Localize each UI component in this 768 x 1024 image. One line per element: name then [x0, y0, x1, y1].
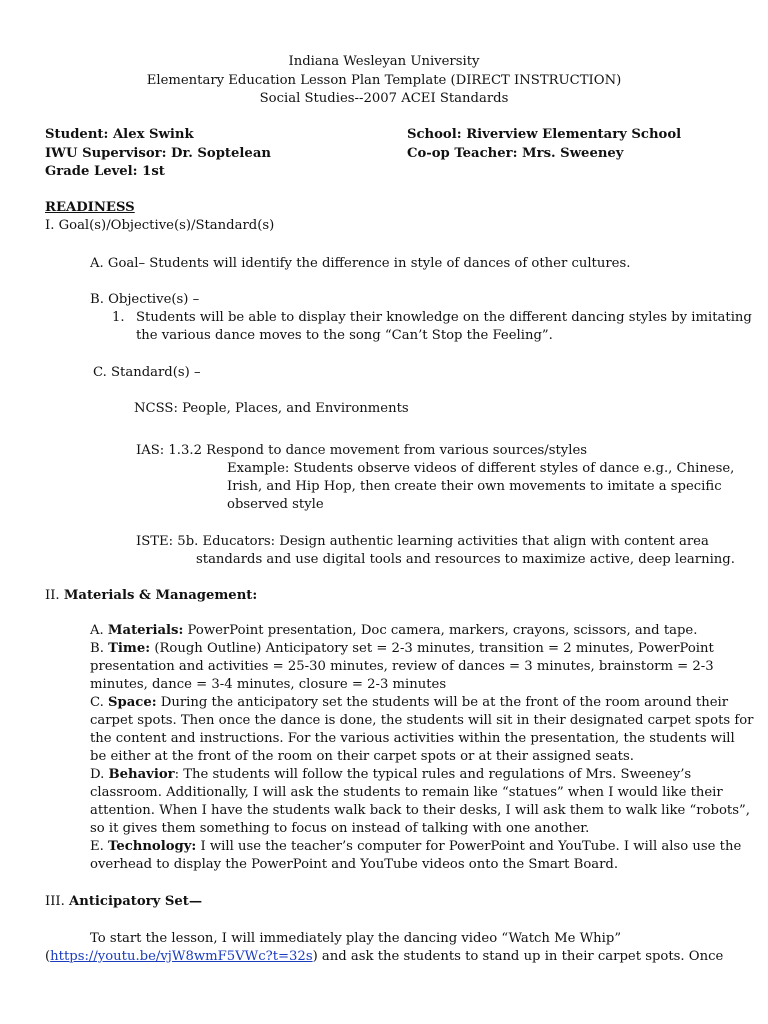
objective-line-2: the various dance moves to the song “Can’t Stop the Feeling”.: [136, 328, 553, 343]
ncss-standard: NCSS: People, Places, and Environments: [134, 401, 409, 416]
technology-line-2: overhead to display the PowerPoint and YouTube videos onto the Smart Board.: [90, 857, 619, 872]
space-line-3: the content and instructions. For the various activities within the presentation, the students will: [90, 731, 735, 746]
technology-line-1: E. Technology: I will use the teacher’s computer for PowerPoint and YouTube. I will also use the: [90, 839, 742, 854]
behavior-line-4: so it gives them something to focus on instead of talking with one another.: [90, 821, 590, 836]
coop-teacher: Co-op Teacher: Mrs. Sweeney: [407, 146, 624, 161]
time-line-3: minutes, dance = 3-4 minutes, closure = 2-3 minutes: [90, 677, 447, 692]
iste-standard-line-2: standards and use digital tools and resources to maximize active, deep learning.: [196, 552, 735, 567]
school-name: School: Riverview Elementary School: [407, 127, 682, 142]
objective-line-1: Students will be able to display their knowledge on the different dancing styles by imitating: [136, 310, 752, 325]
ias-example-line-3: observed style: [227, 497, 324, 512]
ias-example-line-2: Irish, and Hip Hop, then create their own movements to imitate a specific: [227, 479, 722, 494]
behavior-line-2: classroom. Additionally, I will ask the students to remain like “statues” when I would like their: [90, 785, 723, 800]
ias-standard: IAS: 1.3.2 Respond to dance movement from various sources/styles: [136, 443, 588, 458]
behavior-line-3: attention. When I have the students walk back to their desks, I will ask them to walk like “robots”,: [90, 803, 750, 818]
section1-title: I. Goal(s)/Objective(s)/Standard(s): [45, 218, 275, 233]
anticipatory-line-2: (https://youtu.be/vjW8wmF5VWc?t=32s) and ask the students to stand up in their carpet spots. Once: [45, 949, 724, 964]
section2-title: II. Materials & Management:: [45, 588, 258, 603]
grade-level: Grade Level: 1st: [45, 164, 165, 179]
space-line-2: carpet spots. Then once the dance is done, the students will sit in their designated carpet spots for: [90, 713, 754, 728]
anticipatory-line-1: To start the lesson, I will immediately play the dancing video “Watch Me Whip”: [90, 931, 622, 946]
student-name: Student: Alex Swink: [45, 127, 194, 142]
ias-example-line-1: Example: Students observe videos of different styles of dance e.g., Chinese,: [227, 461, 735, 476]
objective-title: B. Objective(s) –: [90, 292, 200, 307]
university-title: Indiana Wesleyan University: [288, 54, 480, 69]
space-line-1: C. Space: During the anticipatory set the students will be at the front of the room around their: [90, 695, 729, 710]
youtube-link[interactable]: https://youtu.be/vjW8wmF5VWc?t=32s: [50, 949, 313, 964]
standards-title: Social Studies--2007 ACEI Standards: [259, 91, 509, 106]
goal-text: A. Goal– Students will identify the difference in style of dances of other cultures.: [90, 256, 631, 271]
materials-line: A. Materials: PowerPoint presentation, Doc camera, markers, crayons, scissors, and tape.: [90, 623, 698, 638]
standards-heading: C. Standard(s) –: [93, 365, 201, 380]
objective-number: 1.: [112, 310, 125, 325]
time-line-1: B. Time: (Rough Outline) Anticipatory set = 2-3 minutes, transition = 2 minutes, PowerPoint: [90, 641, 714, 656]
supervisor-name: IWU Supervisor: Dr. Soptelean: [45, 146, 271, 161]
readiness-heading: READINESS: [45, 200, 135, 215]
template-title: Elementary Education Lesson Plan Template (DIRECT INSTRUCTION): [146, 73, 622, 88]
section3-title: III. Anticipatory Set—: [45, 894, 203, 909]
time-line-2: presentation and activities = 25-30 minutes, review of dances = 3 minutes, brainstorm = 2-3: [90, 659, 714, 674]
iste-standard: ISTE: 5b. Educators: Design authentic learning activities that align with content area: [136, 534, 709, 549]
space-line-4: be either at the front of the room on their carpet spots or at their assigned seats.: [90, 749, 634, 764]
behavior-line-1: D. Behavior: The students will follow the typical rules and regulations of Mrs. Sweeney’s: [90, 767, 692, 782]
